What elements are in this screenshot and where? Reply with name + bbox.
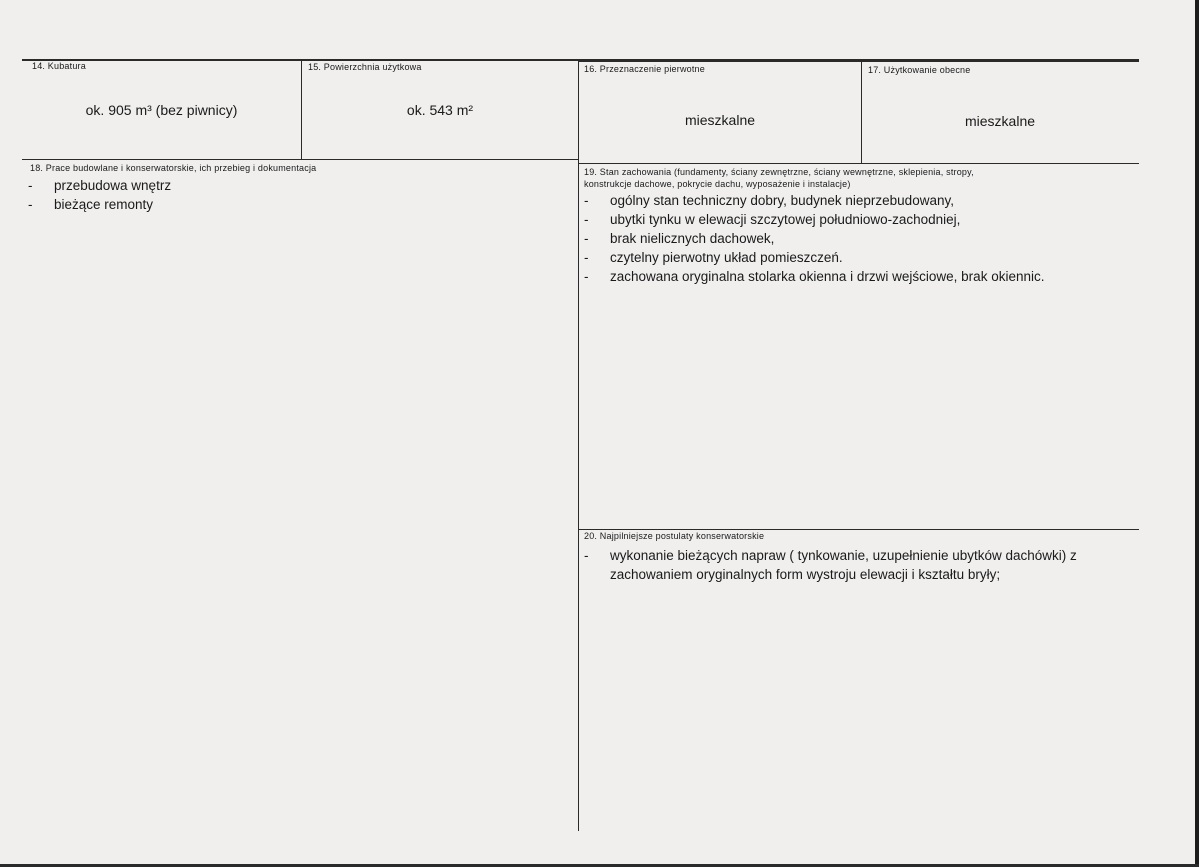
przeznaczenie-label: 16. Przeznaczenie pierwotne	[584, 64, 705, 74]
list-item	[584, 267, 1044, 286]
uzytkowanie-value: mieszkalne	[964, 113, 1036, 129]
postulaty-list	[584, 546, 1132, 584]
list-item	[584, 229, 1044, 248]
powierzchnia-label: 15. Powierzchnia użytkowa	[308, 62, 422, 72]
prace-list	[28, 176, 171, 214]
scan-edge-right	[1195, 0, 1199, 867]
bullet-dash: -	[584, 250, 589, 265]
bullet-dash: -	[584, 548, 589, 563]
kubatura-label: 14. Kubatura	[32, 61, 86, 71]
row-rule-left	[22, 159, 579, 160]
list-item	[28, 176, 171, 195]
list-item	[584, 248, 1044, 267]
list-item-text: czytelny pierwotny układ pomieszczeń.	[610, 250, 843, 265]
stan-label-line2: konstrukcje dachowe, pokrycie dachu, wyposażenie i instalacje)	[584, 179, 851, 189]
list-item-text: zachowana oryginalna stolarka okienna i drzwi wejściowe, brak okiennic.	[610, 269, 1045, 284]
list-item	[584, 191, 1044, 210]
kubatura-value: ok. 905 m³ (bez piwnicy)	[85, 102, 238, 118]
rule-section-20	[579, 529, 1139, 530]
list-item	[584, 546, 1132, 584]
uzytkowanie-label: 17. Użytkowanie obecne	[868, 65, 971, 75]
stan-label-line1: 19. Stan zachowania (fundamenty, ściany zewnętrzne, ściany wewnętrzne, sklepienia, stropy,	[584, 167, 974, 177]
bullet-dash: -	[584, 212, 589, 227]
postulaty-label: 20. Najpilniejsze postulaty konserwatorskie	[584, 531, 765, 541]
powierzchnia-value: ok. 543 m²	[406, 102, 474, 118]
top-rule-right	[579, 61, 1139, 62]
bullet-dash: -	[28, 178, 33, 193]
list-item-text: ogólny stan techniczny dobry, budynek nieprzebudowany,	[610, 193, 954, 208]
divider-left-right	[578, 59, 579, 831]
stan-list	[584, 191, 1044, 286]
list-item	[28, 195, 171, 214]
przeznaczenie-value: mieszkalne	[684, 112, 756, 128]
list-item-text: brak nielicznych dachowek,	[610, 231, 775, 246]
list-item-text: ubytki tynku w elewacji szczytowej południowo-zachodniej,	[610, 212, 961, 227]
list-item-text: przebudowa wnętrz	[54, 178, 172, 193]
bullet-dash: -	[28, 197, 33, 212]
row-rule-right	[579, 163, 1139, 164]
bullet-dash: -	[584, 269, 589, 284]
list-item-text: bieżące remonty	[54, 197, 154, 212]
bullet-dash: -	[584, 231, 589, 246]
prace-label: 18. Prace budowlane i konserwatorskie, ich przebieg i dokumentacja	[30, 163, 317, 173]
bullet-dash: -	[584, 193, 589, 208]
list-item	[584, 210, 1044, 229]
list-item-text: wykonanie bieżących napraw ( tynkowanie, uzupełnienie ubytków dachówki) z zachowaniem oryginalnych form wystroju elewacji i kształtu bryły;	[610, 548, 1077, 582]
